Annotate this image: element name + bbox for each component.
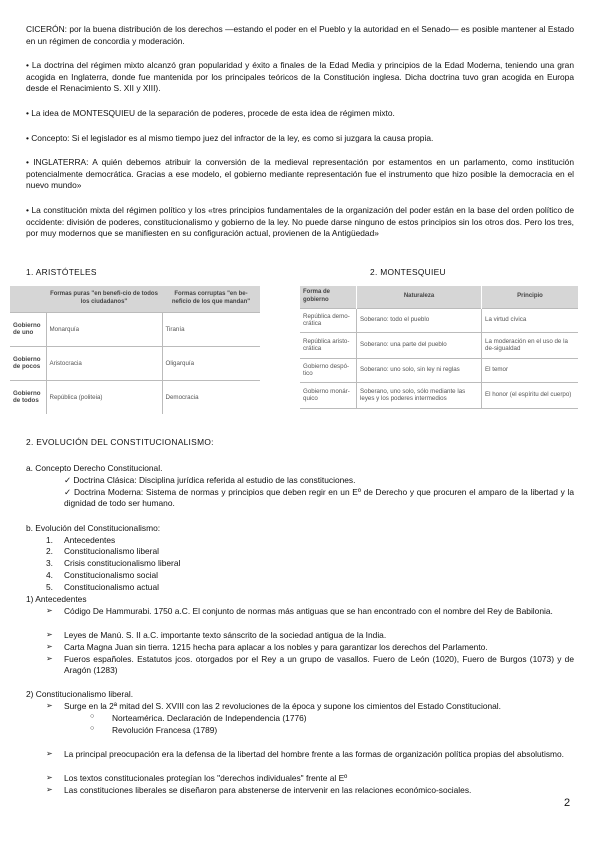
paragraph-constitucion: • La constitución mixta del régimen político y los «tres principios fundamentales de la organización del poder están en la base del orden político de occidente: división de poderes, constitucionalismo y gobierno de la ley. No puede darse ninguno de estos principios sin los otros dos. Pero los tres, por muy modernos que se manifiesten en su configuración actual, provienen de la Antigüedad»	[26, 205, 574, 238]
antecedente-item: Fueros españoles. Estatutos jcos. otorgados por el Rey a un grupo de vasallos. Fuero de León (1020), Fuero de Burgos (1073) y de Aragón (1283)	[64, 654, 574, 675]
table-cell: Gobierno despó-tico	[300, 358, 357, 382]
table-cell: Gobierno monár-quico	[300, 382, 357, 408]
liberal-sub-item: Norteamérica. Declaración de Independencia (1776)	[112, 713, 307, 723]
table-cell: Soberano: uno solo, sin ley ni reglas	[357, 358, 482, 382]
list-item: Constitucionalismo social	[64, 570, 159, 580]
list-item: Antecedentes	[64, 535, 116, 545]
table-row	[300, 332, 578, 358]
arrow-bullet-icon: ➢	[46, 773, 53, 782]
list-item: Crisis constitucionalismo liberal	[64, 558, 181, 568]
table-cell: La moderación en el uso de la de-sigualdad	[482, 332, 579, 358]
table-row	[10, 346, 260, 380]
heading-evolucion: 2. EVOLUCIÓN DEL CONSTITUCIONALISMO:	[26, 437, 214, 447]
liberal-item: La principal preocupación era la defensa de la libertad del hombre frente a las formas de organización política propias del absolutismo.	[64, 749, 565, 759]
paragraph-concepto: • Concepto: Si el legislador es al mismo tiempo juez del infractor de la ley, es como si juzgara la causa propia.	[26, 133, 434, 143]
liberal-surge: Surge en la 2ª mitad del S. XVIII con las 2 revoluciones de la época y supone los cimientos del Estado Constitucional.	[64, 701, 501, 711]
antecedente-item: Leyes de Manú. S. II a.C. importante texto sánscrito de la sociedad antigua de la India.	[64, 630, 387, 640]
table-cell: Monarquía	[46, 312, 162, 346]
antecedentes-title: 1) Antecedentes	[26, 594, 87, 604]
arrow-bullet-icon: ➢	[46, 642, 53, 651]
table-header-cell: Formas corruptas "en be-neficio de los que mandan"	[162, 286, 260, 312]
arrow-bullet-icon: ➢	[46, 606, 53, 615]
list-number: 1.	[46, 535, 53, 545]
table-cell: Oligarquía	[162, 346, 260, 380]
table-cell: Soberano: todo el pueblo	[357, 308, 482, 332]
table-row	[300, 382, 578, 408]
list-item: Constitucionalismo actual	[64, 582, 159, 592]
table-cell: República aristo-crática	[300, 332, 357, 358]
table-cell: República (politeia)	[46, 380, 162, 414]
circle-bullet-icon: ○	[90, 725, 95, 732]
table-cell: El temor	[482, 358, 579, 382]
table-row	[10, 380, 260, 414]
section-b-title: b. Evolución del Constitucionalismo:	[26, 523, 161, 533]
list-number: 2.	[46, 546, 53, 556]
arrow-bullet-icon: ➢	[46, 701, 53, 710]
paragraph-inglaterra: • INGLATERRA: A quién debemos atribuir la conversión de la medieval representación por estamentos en un parlamento, como institución potencialmente democrática. Gracias a ese modelo, el gobierno mediante representación fue el instrumento que hizo posible la democracia en el nuevo mundo»	[26, 157, 574, 190]
table-cell: El honor (el espíritu del cuerpo)	[482, 382, 579, 408]
table-header-cell: Forma de gobierno	[300, 286, 357, 308]
table-montesquieu	[300, 286, 578, 409]
table-row	[10, 312, 260, 346]
table-header-cell: Principio	[482, 286, 579, 308]
arrow-bullet-icon: ➢	[46, 630, 53, 639]
table-row	[300, 308, 578, 332]
table-header-cell: Naturaleza	[357, 286, 482, 308]
heading-aristoteles: 1. ARISTÓTELES	[26, 267, 97, 277]
table-aristoteles	[10, 286, 260, 414]
list-number: 4.	[46, 570, 53, 580]
table-cell: Soberano: una parte del pueblo	[357, 332, 482, 358]
arrow-bullet-icon: ➢	[46, 749, 53, 758]
table-cell: Aristocracia	[46, 346, 162, 380]
table-header-cell: Formas puras "en benefi-cio de todos los ciudadanos"	[46, 286, 162, 312]
table-cell: Democracia	[162, 380, 260, 414]
doctrina-clasica: ✓ Doctrina Clásica: Disciplina jurídica referida al estudio de las constituciones.	[64, 475, 356, 485]
antecedente-item: Código De Hammurabi. 1750 a.C. El conjunto de normas más antiguas que se han encontrado con el nombre del Rey de Babilonia.	[64, 606, 553, 616]
table-cell: Gobierno de pocos	[10, 346, 46, 380]
list-number: 3.	[46, 558, 53, 568]
table-cell: Gobierno de todos	[10, 380, 46, 414]
heading-montesquieu: 2. MONTESQUIEU	[370, 267, 446, 277]
arrow-bullet-icon: ➢	[46, 654, 53, 663]
list-item: Constitucionalismo liberal	[64, 546, 159, 556]
list-number: 5.	[46, 582, 53, 592]
paragraph-doctrina: • La doctrina del régimen mixto alcanzó gran popularidad y éxito a finales de la Edad Media y principios de la Edad Moderna, teniendo una gran acogida en Inglaterra, donde fue mantenida por los principales teóricos de la Constitución inglesa. Dicha doctrina tuvo gran acogida en Europa desde el Renacimiento S. XII y XIII).	[26, 60, 574, 93]
liberal-item: Las constituciones liberales se diseñaron para abstenerse de intervenir en las relaciones económico-sociales.	[64, 785, 472, 795]
section-a-title: a. Concepto Derecho Constitucional.	[26, 463, 163, 473]
paragraph-montesquieu: • La idea de MONTESQUIEU de la separación de poderes, procede de esta idea de régimen mixto.	[26, 108, 395, 118]
table-row	[300, 358, 578, 382]
paragraph-ciceron: CICERÓN: por la buena distribución de los derechos —estando el poder en el Pueblo y la autoridad en el Senado— es posible mantener al Estado en un régimen de concordia y moderación.	[26, 24, 574, 46]
page-number: 2	[564, 797, 571, 809]
table-cell: República demo-crática	[300, 308, 357, 332]
arrow-bullet-icon: ➢	[46, 785, 53, 794]
table-header-cell	[10, 286, 46, 312]
circle-bullet-icon: ○	[90, 713, 95, 720]
antecedente-item: Carta Magna Juan sin tierra. 1215 hecha para aplacar a los nobles y para garantizar los derechos del Parlamento.	[64, 642, 488, 652]
table-cell: La virtud cívica	[482, 308, 579, 332]
liberal-item: Los textos constitucionales protegían los "derechos individuales" frente al Eº	[64, 773, 348, 783]
liberal-title: 2) Constitucionalismo liberal.	[26, 689, 134, 699]
table-cell: Tiranía	[162, 312, 260, 346]
table-cell: Soberano, uno solo, sólo mediante las leyes y los poderes intermedios	[357, 382, 482, 408]
liberal-sub-item: Revolución Francesa (1789)	[112, 725, 218, 735]
doctrina-moderna: ✓ Doctrina Moderna: Sistema de normas y principios que deben regir en un Eº de Derecho y que procuren el amparo de la libertad y la dignidad de todo ser humano.	[64, 487, 574, 508]
table-cell: Gobierno de uno	[10, 312, 46, 346]
